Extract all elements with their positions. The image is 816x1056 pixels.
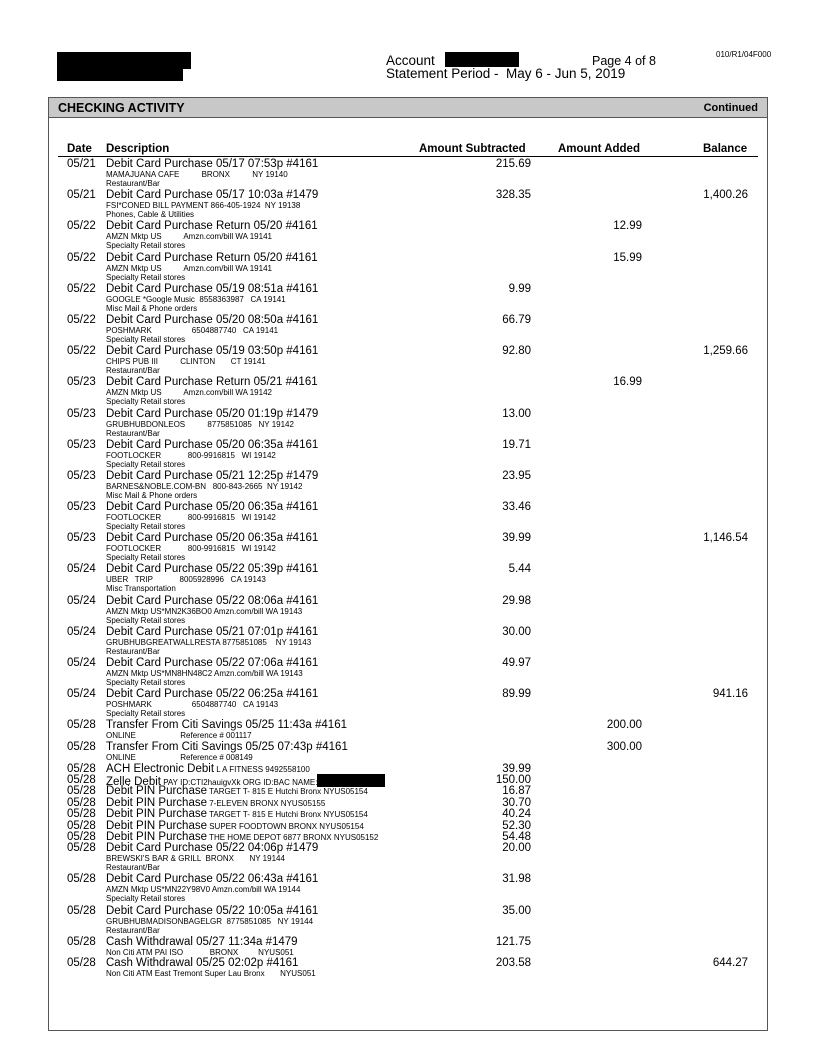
transaction-date: 05/22	[67, 251, 96, 264]
amount-added: 15.99	[613, 251, 642, 264]
transaction-description: Debit Card Purchase 05/20 06:35a #4161	[106, 532, 319, 545]
transaction-row	[0, 831, 816, 842]
amount-subtracted: 54.48	[502, 830, 531, 843]
transaction-category: Restaurant/Bar	[106, 925, 160, 935]
transaction-merchant-line: AMZN Mktp US*MN22Y98V0 Amzn.com/bill WA 19144	[106, 885, 301, 895]
transaction-date: 05/28	[67, 819, 96, 832]
transaction-date: 05/28	[67, 773, 96, 786]
transaction-category: Restaurant/Bar	[106, 646, 160, 656]
transaction-merchant-line: MAMAJUANA CAFE BRONX NY 19140	[106, 170, 288, 179]
transaction-merchant-line: GRUBHUBMADISONBAGELGR 8775851085 NY 19144	[106, 916, 314, 926]
transaction-detail: 7-ELEVEN BRONX NYUS05155	[207, 798, 326, 808]
transaction-description: Zelle Debit PAY ID:CTI2hauigvXk ORG ID:BAC NAME:	[106, 774, 385, 788]
column-header-amount-added: Amount Added	[558, 143, 640, 155]
running-balance: 1,146.54	[703, 532, 748, 545]
transaction-date: 05/22	[67, 313, 96, 326]
amount-subtracted: 5.44	[508, 563, 531, 576]
running-balance: 644.27	[712, 957, 748, 970]
header-rule	[58, 156, 758, 157]
redacted-account-number	[445, 52, 519, 67]
transaction-row	[0, 763, 816, 774]
transaction-category: Specialty Retail stores	[106, 241, 186, 251]
transaction-description: ACH Electronic Debit L A FITNESS 9492558100	[106, 762, 310, 775]
transaction-date: 05/28	[67, 785, 96, 798]
transaction-description: Transfer From Citi Savings 05/25 07:43p #4161	[106, 740, 348, 753]
transaction-category: Restaurant/Bar	[106, 863, 160, 873]
statement-period-label: Statement Period -	[386, 66, 499, 81]
transaction-date: 05/23	[67, 501, 96, 514]
running-balance: 1,259.66	[703, 345, 748, 358]
transaction-row	[0, 345, 816, 376]
transaction-description: Debit Card Purchase 05/20 08:50a #4161	[106, 313, 319, 326]
transaction-merchant-line: AMZN Mktp US Amzn.com/bill WA 19141	[106, 263, 272, 273]
amount-subtracted: 203.58	[495, 957, 531, 970]
transaction-merchant-line: FSI*CONED BILL PAYMENT 866-405-1924 NY 19138	[106, 201, 301, 211]
statement-period-value: May 6 - Jun 5, 2019	[506, 66, 626, 81]
transaction-description: Debit PIN Purchase THE HOME DEPOT 6877 BRONX NYUS05152	[106, 830, 379, 843]
transaction-date: 05/22	[67, 345, 96, 358]
page-indicator: Page 4 of 8	[592, 54, 656, 68]
transaction-detail: PAY ID:CTI2hauigvXk ORG ID:BAC NAME:	[160, 777, 318, 787]
transaction-row	[0, 820, 816, 831]
transaction-description: Debit Card Purchase 05/22 05:39p #4161	[106, 563, 319, 576]
transaction-detail: SUPER FOODTOWN BRONX NYUS05154	[207, 821, 364, 831]
transaction-merchant-line: FOOTLOCKER 800-9916815 WI 19142	[106, 513, 276, 523]
transaction-description: Debit Card Purchase 05/21 12:25p #1479	[106, 469, 319, 482]
amount-subtracted: 30.00	[502, 625, 531, 638]
transaction-row	[0, 283, 816, 314]
transaction-description: Debit Card Purchase 05/17 07:53p #4161	[106, 158, 319, 170]
transaction-description: Debit Card Purchase Return 05/21 #4161	[106, 376, 318, 389]
transaction-detail: TARGET T- 815 E Hutchi Bronx NYUS05154	[207, 787, 368, 797]
transaction-merchant-line: Non Citi ATM East Tremont Super Lau Bronx NYUS051	[106, 969, 316, 979]
transaction-date: 05/21	[67, 158, 96, 170]
transaction-merchant-line: AMZN Mktp US Amzn.com/bill WA 19142	[106, 388, 272, 398]
transaction-row	[0, 439, 816, 470]
transaction-date: 05/28	[67, 957, 96, 970]
transaction-description: Debit Card Purchase 05/17 10:03a #1479	[106, 189, 319, 202]
transaction-merchant-line: ONLINE Reference # 008149	[106, 752, 253, 762]
transaction-date: 05/28	[67, 796, 96, 809]
transaction-date: 05/24	[67, 563, 96, 576]
transaction-detail: L A FITNESS 9492558100	[214, 764, 310, 774]
transaction-date: 05/28	[67, 842, 96, 855]
transaction-date: 05/24	[67, 594, 96, 607]
transaction-description: Cash Withdrawal 05/27 11:34a #1479	[106, 935, 298, 948]
transaction-category: Misc Mail & Phone orders	[106, 303, 198, 313]
transaction-description: Debit Card Purchase 05/20 06:35a #4161	[106, 501, 319, 514]
transaction-row	[0, 957, 816, 979]
transaction-date: 05/28	[67, 808, 96, 821]
transaction-description: Debit Card Purchase 05/20 01:19p #1479	[106, 407, 319, 420]
amount-added: 300.00	[606, 740, 642, 753]
running-balance: 941.16	[712, 688, 748, 701]
amount-subtracted: 23.95	[502, 469, 531, 482]
transaction-description: Debit PIN Purchase TARGET T- 815 E Hutchi Bronx NYUS05154	[106, 785, 368, 798]
transaction-merchant-line: GOOGLE *Google Music 8558363987 CA 19141	[106, 294, 286, 304]
transaction-row	[0, 252, 816, 283]
transaction-date: 05/24	[67, 688, 96, 701]
transaction-row	[0, 873, 816, 904]
amount-subtracted: 49.97	[502, 657, 531, 669]
transaction-row	[0, 785, 816, 796]
transaction-merchant-line: GRUBHUBDONLEOS 8775851085 NY 19142	[106, 419, 294, 429]
transaction-date: 05/28	[67, 873, 96, 886]
transaction-description: Debit Card Purchase Return 05/20 #4161	[106, 251, 318, 264]
transaction-description: Debit PIN Purchase SUPER FOODTOWN BRONX NYUS05154	[106, 819, 364, 832]
amount-subtracted: 215.69	[495, 158, 531, 170]
transaction-list	[0, 158, 816, 979]
transaction-category: Specialty Retail stores	[106, 522, 186, 532]
column-header-balance: Balance	[703, 143, 748, 155]
amount-subtracted: 20.00	[502, 842, 531, 855]
transaction-row	[0, 189, 816, 220]
column-header-amount-subtracted: Amount Subtracted	[419, 143, 526, 155]
transaction-description: Debit Card Purchase 05/19 03:50p #4161	[106, 345, 319, 358]
amount-subtracted: 52.30	[502, 819, 531, 832]
transaction-category: Restaurant/Bar	[106, 366, 160, 376]
transaction-description: Debit Card Purchase 05/20 06:35a #4161	[106, 438, 319, 451]
account-label: Account	[386, 53, 435, 68]
transaction-category: Misc Mail & Phone orders	[106, 490, 198, 500]
transaction-description: Debit Card Purchase Return 05/20 #4161	[106, 220, 318, 233]
transaction-row	[0, 470, 816, 501]
transaction-description: Debit PIN Purchase 7-ELEVEN BRONX NYUS05155	[106, 796, 326, 809]
amount-subtracted: 33.46	[502, 501, 531, 514]
transaction-description: Debit Card Purchase 05/22 08:06a #4161	[106, 594, 319, 607]
transaction-row	[0, 408, 816, 439]
amount-added: 200.00	[606, 719, 642, 732]
column-header-description: Description	[106, 143, 170, 155]
transaction-date: 05/23	[67, 438, 96, 451]
transaction-merchant-line: FOOTLOCKER 800-9916815 WI 19142	[106, 450, 276, 460]
transaction-date: 05/23	[67, 469, 96, 482]
transaction-row	[0, 797, 816, 808]
transaction-category: Specialty Retail stores	[106, 678, 186, 687]
transaction-description: Debit Card Purchase 05/22 10:05a #4161	[106, 904, 319, 917]
transaction-category: Specialty Retail stores	[106, 709, 186, 719]
transaction-date: 05/28	[67, 904, 96, 917]
transaction-row	[0, 532, 816, 563]
running-balance: 1,400.26	[703, 189, 748, 202]
document-code: 010/R1/04F000	[716, 50, 772, 59]
amount-subtracted: 121.75	[495, 935, 531, 948]
transaction-merchant-line: AMZN Mktp US*MN2K36BO0 Amzn.com/bill WA 19143	[106, 606, 303, 616]
transaction-date: 05/28	[67, 935, 96, 948]
transaction-merchant-line: AMZN Mktp US Amzn.com/bill WA 19141	[106, 232, 272, 242]
section-header-bar	[49, 98, 767, 118]
amount-subtracted: 35.00	[502, 904, 531, 917]
transaction-merchant-line: Non Citi ATM PAI ISO BRONX NYUS051	[106, 947, 294, 957]
amount-subtracted: 13.00	[502, 407, 531, 420]
transaction-row	[0, 936, 816, 958]
transaction-date: 05/21	[67, 189, 96, 202]
transaction-detail: THE HOME DEPOT 6877 BRONX NYUS05152	[207, 832, 379, 842]
transaction-description: Debit Card Purchase 05/22 06:43a #4161	[106, 873, 319, 886]
transaction-row	[0, 657, 816, 688]
transaction-category: Phones, Cable & Utilities	[106, 210, 195, 220]
transaction-category: Specialty Retail stores	[106, 397, 186, 407]
transaction-date: 05/23	[67, 532, 96, 545]
transaction-date: 05/28	[67, 762, 96, 775]
transaction-merchant-line: POSHMARK 6504887740 CA 19141	[106, 325, 279, 335]
transaction-date: 05/22	[67, 220, 96, 233]
transaction-description: Cash Withdrawal 05/25 02:02p #4161	[106, 957, 299, 970]
amount-subtracted: 328.35	[495, 189, 531, 202]
transaction-row	[0, 808, 816, 819]
amount-subtracted: 92.80	[502, 345, 531, 358]
transaction-row	[0, 501, 816, 532]
transaction-row	[0, 719, 816, 741]
section-title: CHECKING ACTIVITY	[58, 101, 185, 115]
column-header-date: Date	[67, 143, 92, 155]
transaction-merchant-line: CHIPS PUB III CLINTON CT 19141	[106, 357, 266, 367]
transaction-category: Specialty Retail stores	[106, 272, 186, 282]
amount-subtracted: 9.99	[508, 282, 531, 295]
amount-subtracted: 150.00	[495, 773, 531, 786]
transaction-merchant-line: POSHMARK 6504887740 CA 19143	[106, 700, 279, 710]
transaction-description: Debit PIN Purchase TARGET T- 815 E Hutchi Bronx NYUS05154	[106, 808, 368, 821]
amount-subtracted: 30.70	[502, 796, 531, 809]
amount-subtracted: 89.99	[502, 688, 531, 701]
transaction-description: Debit Card Purchase 05/22 06:25a #4161	[106, 688, 319, 701]
transaction-description: Debit Card Purchase 05/22 04:06p #1479	[106, 842, 319, 855]
transaction-row	[0, 842, 816, 873]
transaction-date: 05/23	[67, 376, 96, 389]
transaction-category: Specialty Retail stores	[106, 334, 186, 344]
transaction-row	[0, 773, 816, 788]
transaction-category: Specialty Retail stores	[106, 553, 186, 563]
transaction-merchant-line: GRUBHUBGREATWALLRESTA 8775851085 NY 19143	[106, 637, 312, 647]
transaction-row	[0, 563, 816, 594]
transaction-date: 05/24	[67, 657, 96, 669]
transaction-merchant-line: UBER TRIP 8005928996 CA 19143	[106, 575, 266, 585]
amount-subtracted: 39.99	[502, 762, 531, 775]
amount-subtracted: 66.79	[502, 313, 531, 326]
transaction-date: 05/23	[67, 407, 96, 420]
transaction-row	[0, 905, 816, 936]
amount-subtracted: 40.24	[502, 808, 531, 821]
amount-subtracted: 31.98	[502, 873, 531, 886]
transaction-merchant-line: FOOTLOCKER 800-9916815 WI 19142	[106, 544, 276, 554]
transaction-date: 05/28	[67, 719, 96, 732]
transaction-detail: TARGET T- 815 E Hutchi Bronx NYUS05154	[207, 810, 368, 820]
transaction-merchant-line: ONLINE Reference # 001117	[106, 731, 252, 741]
transaction-date: 05/28	[67, 740, 96, 753]
amount-subtracted: 16.87	[502, 785, 531, 798]
transaction-description: Debit Card Purchase 05/19 08:51a #4161	[106, 282, 319, 295]
continued-label: Continued	[703, 102, 758, 114]
transaction-merchant-line: AMZN Mktp US*MN8HN48C2 Amzn.com/bill WA 19143	[106, 669, 303, 678]
transaction-description: Debit Card Purchase 05/22 07:06a #4161	[106, 657, 319, 669]
transaction-row	[0, 314, 816, 345]
transaction-category: Specialty Retail stores	[106, 615, 186, 625]
transaction-category: Specialty Retail stores	[106, 894, 186, 904]
transaction-date: 05/24	[67, 625, 96, 638]
transaction-merchant-line: BREWSKI'S BAR & GRILL BRONX NY 19144	[106, 854, 285, 864]
transaction-date: 05/22	[67, 282, 96, 295]
transaction-category: Misc Transportation	[106, 584, 176, 594]
amount-added: 12.99	[613, 220, 642, 233]
transaction-row	[0, 376, 816, 407]
amount-added: 16.99	[613, 376, 642, 389]
transaction-merchant-line: BARNES&NOBLE.COM-BN 800-843-2665 NY 19142	[106, 481, 303, 491]
transaction-description: Debit Card Purchase 05/21 07:01p #4161	[106, 625, 319, 638]
transaction-description: Transfer From Citi Savings 05/25 11:43a #4161	[106, 719, 347, 732]
redacted-name-block-2	[57, 66, 183, 81]
transaction-row	[0, 595, 816, 626]
transaction-row	[0, 741, 816, 763]
transaction-row	[0, 158, 816, 189]
transaction-row	[0, 688, 816, 719]
amount-subtracted: 39.99	[502, 532, 531, 545]
transaction-category: Specialty Retail stores	[106, 459, 186, 469]
amount-subtracted: 29.98	[502, 594, 531, 607]
transaction-row	[0, 626, 816, 657]
transaction-category: Restaurant/Bar	[106, 428, 160, 438]
transaction-category: Restaurant/Bar	[106, 179, 160, 188]
transaction-row	[0, 220, 816, 251]
transaction-date: 05/28	[67, 830, 96, 843]
amount-subtracted: 19.71	[502, 438, 531, 451]
